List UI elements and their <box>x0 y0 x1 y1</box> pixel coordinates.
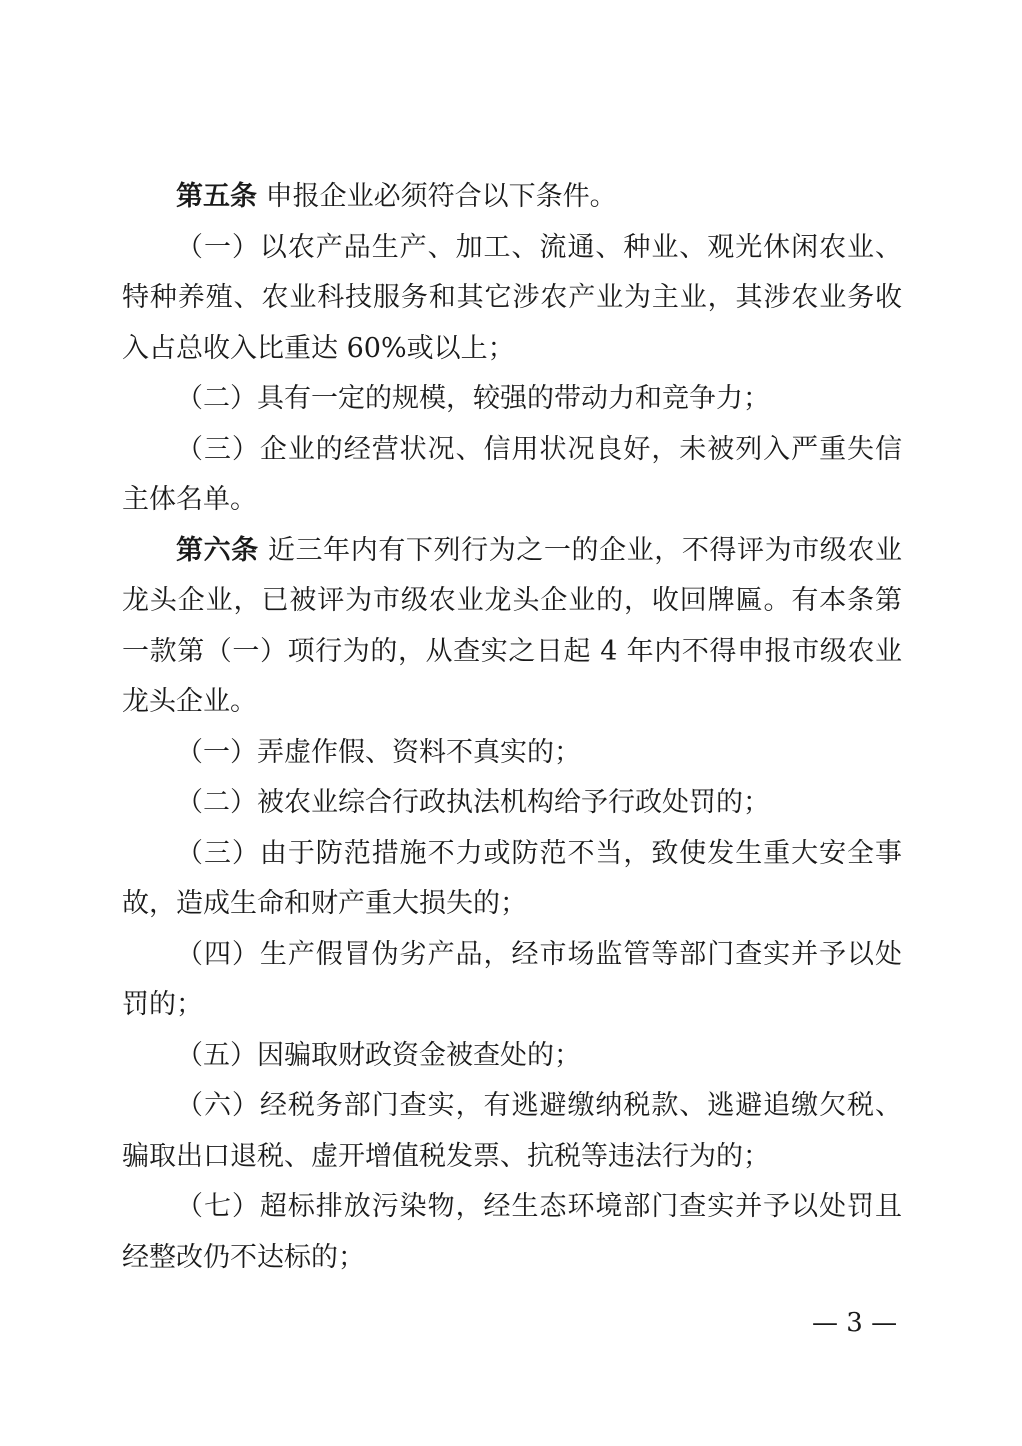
article-6-item-6: （六）经税务部门查实，有逃避缴纳税款、逃避追缴欠税、骗取出口退税、虚开增值税发票、抗税等违法行为的； <box>122 1090 902 1172</box>
article-6-item-1: （一）弄虚作假、资料不真实的； <box>176 736 581 768</box>
article-5-item-2: （二）具有一定的规模，较强的带动力和竞争力； <box>176 383 770 414</box>
article-6-heading: 第六条 <box>176 534 259 566</box>
article-5-heading: 第五条 <box>176 181 257 212</box>
article-5-text: 申报企业必须符合以下条件。 <box>257 181 617 212</box>
article-5-item-1: （一）以农产品生产、加工、流通、种业、观光休闲农业、特种养殖、农业科技服务和其它涉农产业为主业，其涉农业务收入占总收入比重达 60%或以上； <box>122 231 902 364</box>
article-6-item-5: （五）因骗取财政资金被查处的； <box>176 1039 581 1071</box>
article-6-paragraph <box>122 526 902 728</box>
article-6-item-4: （四）生产假冒伪劣产品，经市场监管等部门查实并予以处罚的； <box>122 938 902 1020</box>
article-5-paragraph <box>122 172 902 223</box>
document-body <box>122 172 902 1283</box>
article-6-text: 近三年内有下列行为之一的企业，不得评为市级农业龙头企业，已被评为市级农业龙头企业的，收回牌匾。有本条第一款第（一）项行为的，从查实之日起 4 年内不得申报市级农业龙头企业。 <box>122 534 902 717</box>
page-number: — 3 — <box>812 1308 898 1338</box>
article-6-item-2: （二）被农业综合行政执法机构给予行政处罚的； <box>176 787 770 818</box>
article-6-item-7: （七）超标排放污染物，经生态环境部门查实并予以处罚且经整改仍不达标的； <box>122 1191 902 1273</box>
article-6-item-3: （三）由于防范措施不力或防范不当，致使发生重大安全事故，造成生命和财产重大损失的； <box>122 837 902 919</box>
article-5-item-3: （三）企业的经营状况、信用状况良好，未被列入严重失信主体名单。 <box>122 433 902 515</box>
